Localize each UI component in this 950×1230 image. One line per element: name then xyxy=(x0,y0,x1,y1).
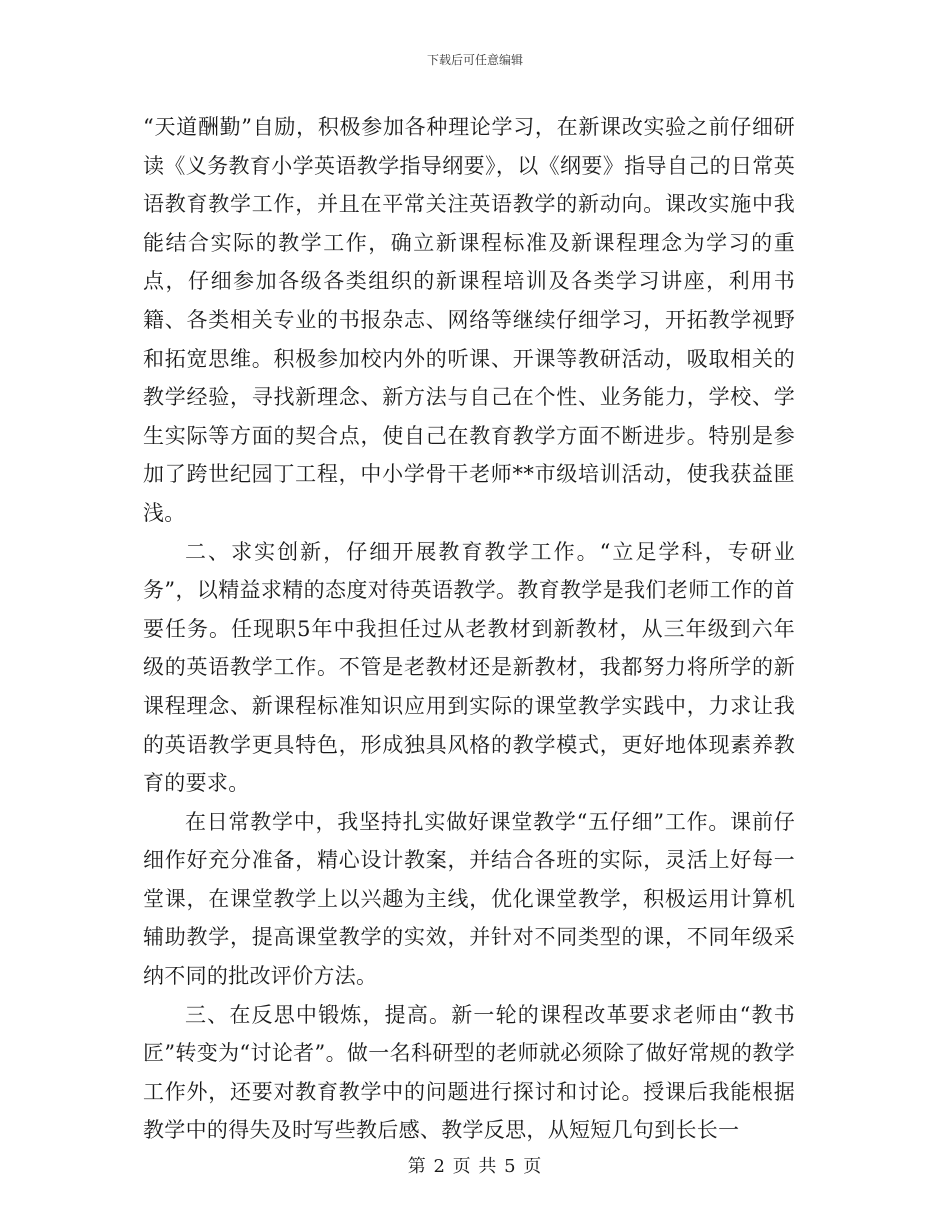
page-footer-page-number: 第 2 页 共 5 页 xyxy=(407,1156,543,1177)
page-header-note: 下载后可任意编辑 xyxy=(426,53,523,67)
paragraph-section-three: 三、在反思中锻炼，提高。新一轮的课程改革要求老师由“教书匠”转变为“讨论者”。做一名科研型的老师就必须除了做好常规的教学工作外，还要对教育教学中的问题进行探讨和讨论。授课后我能根据教学中的得失及时写些教后感、教学反思，从短短几句到长长一 xyxy=(143,1002,795,1143)
paragraph-continuation: “天道酬勤”自励，积极参加各种理论学习，在新课改实验之前仔细研读《义务教育小学英语教学指导纲要》，以《纲要》指导自己的日常英语教育教学工作，并且在平常关注英语教学的新动向。课改实施中我能结合实际的教学工作，确立新课程标准及新课程理念为学习的重点，仔细参加各级各类组织的新课程培训及各类学习讲座，利用书籍、各类相关专业的书报杂志、网络等继续仔细学习，开拓教学视野和拓宽思维。积极参加校内外的听课、开课等教研活动，吸取相关的教学经验，寻找新理念、新方法与自己在个性、业务能力，学校、学生实际等方面的契合点，使自己在教育教学方面不断进步。特别是参加了跨世纪园丁工程，中小学骨干老师**市级培训活动，使我获益匪浅。 xyxy=(143,115,795,525)
paragraph-section-two: 二、求实创新，仔细开展教育教学工作。“立足学科，专研业务”，以精益求精的态度对待英语教学。教育教学是我们老师工作的首要任务。任现职5年中我担任过从老教材到新教材，从三年级到六年级的英语教学工作。不管是老教材还是新教材，我都努力将所学的新课程理念、新课程标准知识应用到实际的课堂教学实践中，力求让我的英语教学更具特色，形成独具风格的教学模式，更好地体现素养教育的要求。 xyxy=(143,539,795,796)
body-text xyxy=(143,108,795,1150)
paragraph-daily-teaching: 在日常教学中，我坚持扎实做好课堂教学“五仔细”工作。课前仔细作好充分准备，精心设计教案，并结合各班的实际，灵活上好每一堂课，在课堂教学上以兴趣为主线，优化课堂教学，积极运用计算机辅助教学，提高课堂教学的实效，并针对不同类型的课，不同年级采纳不同的批改评价方法。 xyxy=(143,809,795,989)
